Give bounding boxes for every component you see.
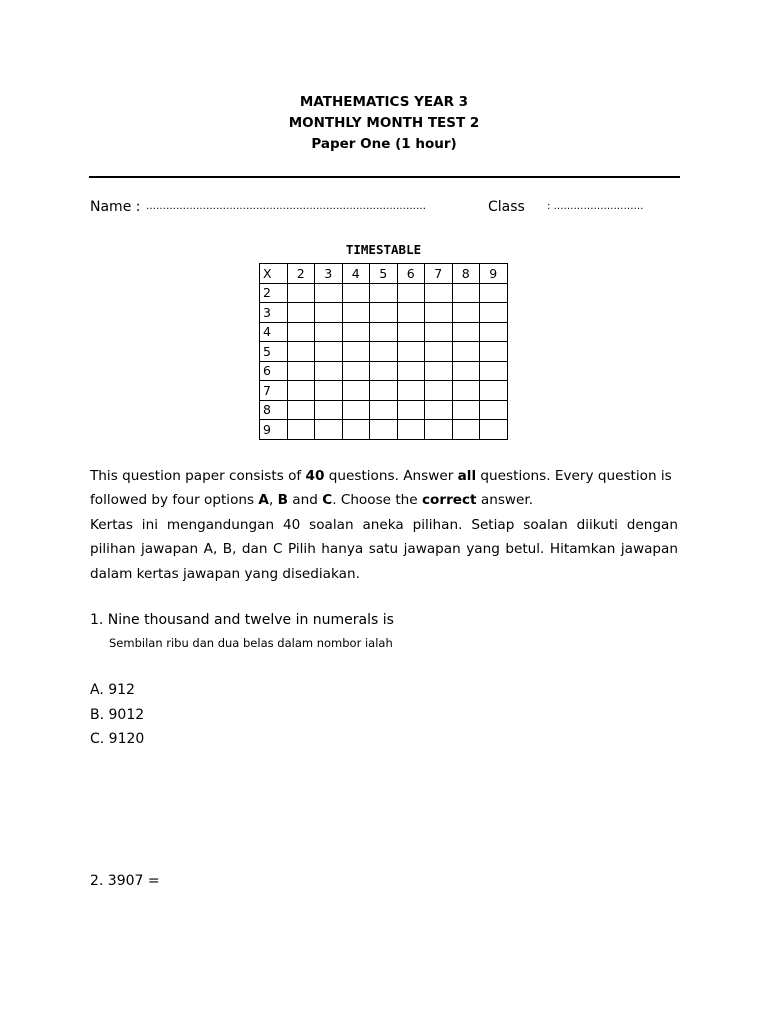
timestable-answer-cell[interactable] bbox=[452, 420, 480, 440]
timestable-answer-cell[interactable] bbox=[425, 303, 453, 323]
timestable-answer-cell[interactable] bbox=[370, 400, 398, 420]
option-b[interactable]: B. 9012 bbox=[90, 706, 145, 723]
timestable-row-header: 7 bbox=[260, 381, 288, 401]
timestable-answer-cell[interactable] bbox=[287, 303, 315, 323]
timestable-row-header: 4 bbox=[260, 322, 288, 342]
timestable-answer-cell[interactable] bbox=[480, 322, 508, 342]
name-field[interactable]: ………………………………………………………………………… bbox=[146, 201, 426, 212]
timestable-answer-cell[interactable] bbox=[370, 342, 398, 362]
timestable-answer-cell[interactable] bbox=[452, 400, 480, 420]
timestable-answer-cell[interactable] bbox=[315, 283, 343, 303]
timestable-answer-cell[interactable] bbox=[287, 283, 315, 303]
timestable-answer-cell[interactable] bbox=[287, 420, 315, 440]
timestable-answer-cell[interactable] bbox=[342, 381, 370, 401]
timestable-answer-cell[interactable] bbox=[370, 322, 398, 342]
timestable-answer-cell[interactable] bbox=[342, 303, 370, 323]
timestable-row-header: 5 bbox=[260, 342, 288, 362]
option-c[interactable]: C. 9120 bbox=[90, 731, 145, 747]
question-1-text: 1. Nine thousand and twelve in numerals is bbox=[90, 612, 394, 628]
timestable-column-header: 7 bbox=[425, 264, 453, 284]
timestable-row-header: 6 bbox=[260, 361, 288, 381]
question-2-text: 2. 3907 = bbox=[90, 873, 160, 889]
timestable-answer-cell[interactable] bbox=[452, 381, 480, 401]
question-1-translation: Sembilan ribu dan dua belas dalam nombor ialah bbox=[109, 636, 393, 650]
timestable-corner: X bbox=[260, 264, 288, 284]
timestable-answer-cell[interactable] bbox=[342, 400, 370, 420]
test-title: MONTHLY MONTH TEST 2 bbox=[288, 115, 480, 131]
timestable-grid bbox=[259, 263, 508, 440]
timestable-row bbox=[260, 361, 508, 381]
class-field[interactable]: : ……………………… bbox=[547, 201, 644, 212]
instructions-english: This question paper consists of 40 questions. Answer all questions. Every question is followed by four options A, B and C. Choose the correct answer. bbox=[90, 468, 672, 509]
timestable-answer-cell[interactable] bbox=[452, 303, 480, 323]
timestable-answer-cell[interactable] bbox=[315, 303, 343, 323]
timestable-column-header: 3 bbox=[315, 264, 343, 284]
timestable-answer-cell[interactable] bbox=[287, 322, 315, 342]
question-1-options bbox=[90, 678, 144, 752]
timestable-answer-cell[interactable] bbox=[342, 283, 370, 303]
timestable-answer-cell[interactable] bbox=[370, 283, 398, 303]
timestable-header-row bbox=[260, 264, 508, 284]
timestable-answer-cell[interactable] bbox=[315, 322, 343, 342]
timestable-answer-cell[interactable] bbox=[342, 342, 370, 362]
timestable-answer-cell[interactable] bbox=[397, 361, 425, 381]
timestable-column-header: 2 bbox=[287, 264, 315, 284]
timestable-answer-cell[interactable] bbox=[425, 381, 453, 401]
subject-title: MATHEMATICS YEAR 3 bbox=[299, 94, 469, 110]
timestable-answer-cell[interactable] bbox=[425, 342, 453, 362]
timestable-answer-cell[interactable] bbox=[397, 303, 425, 323]
timestable-answer-cell[interactable] bbox=[480, 342, 508, 362]
timestable-answer-cell[interactable] bbox=[397, 381, 425, 401]
timestable-column-header: 8 bbox=[452, 264, 480, 284]
timestable-answer-cell[interactable] bbox=[342, 420, 370, 440]
timestable-row-header: 3 bbox=[260, 303, 288, 323]
timestable-answer-cell[interactable] bbox=[315, 400, 343, 420]
timestable-answer-cell[interactable] bbox=[452, 342, 480, 362]
timestable-answer-cell[interactable] bbox=[342, 361, 370, 381]
timestable-row-header: 9 bbox=[260, 420, 288, 440]
timestable-answer-cell[interactable] bbox=[452, 322, 480, 342]
timestable-row bbox=[260, 342, 508, 362]
timestable-column-header: 6 bbox=[397, 264, 425, 284]
timestable-answer-cell[interactable] bbox=[425, 283, 453, 303]
timestable-row bbox=[260, 303, 508, 323]
timestable-row bbox=[260, 322, 508, 342]
header-divider bbox=[89, 176, 680, 178]
paper-duration: Paper One (1 hour) bbox=[311, 136, 457, 152]
timestable-answer-cell[interactable] bbox=[315, 342, 343, 362]
class-label: Class bbox=[488, 199, 525, 215]
timestable-answer-cell[interactable] bbox=[315, 420, 343, 440]
timestable-answer-cell[interactable] bbox=[287, 361, 315, 381]
instructions-block bbox=[90, 464, 678, 586]
timestable-answer-cell[interactable] bbox=[480, 361, 508, 381]
timestable-answer-cell[interactable] bbox=[397, 420, 425, 440]
timestable-answer-cell[interactable] bbox=[370, 303, 398, 323]
timestable-row bbox=[260, 381, 508, 401]
timestable-answer-cell[interactable] bbox=[452, 283, 480, 303]
timestable-answer-cell[interactable] bbox=[397, 322, 425, 342]
timestable-answer-cell[interactable] bbox=[480, 303, 508, 323]
timestable-answer-cell[interactable] bbox=[370, 381, 398, 401]
timestable-answer-cell[interactable] bbox=[370, 420, 398, 440]
timestable-row-header: 8 bbox=[260, 400, 288, 420]
timestable-column-header: 5 bbox=[370, 264, 398, 284]
timestable-answer-cell[interactable] bbox=[287, 342, 315, 362]
name-label: Name : bbox=[90, 199, 141, 215]
timestable-answer-cell[interactable] bbox=[397, 342, 425, 362]
option-a[interactable]: A. 912 bbox=[90, 682, 135, 698]
timestable-row bbox=[260, 283, 508, 303]
timestable-answer-cell[interactable] bbox=[480, 420, 508, 440]
timestable-answer-cell[interactable] bbox=[425, 361, 453, 381]
timestable-answer-cell[interactable] bbox=[315, 361, 343, 381]
timestable-answer-cell[interactable] bbox=[287, 400, 315, 420]
timestable-answer-cell[interactable] bbox=[425, 420, 453, 440]
timestable-title: TIMESTABLE bbox=[345, 242, 422, 257]
timestable-answer-cell[interactable] bbox=[480, 381, 508, 401]
timestable-row bbox=[260, 400, 508, 420]
instructions-malay: Kertas ini mengandungan 40 soalan aneka pilihan. Setiap soalan diikuti dengan pilihan jawapan A, B, dan C Pilih hanya satu jawapan yang betul. Hitamkan jawapan dalam kertas jawapan yang disediakan. bbox=[90, 516, 678, 582]
timestable-answer-cell[interactable] bbox=[287, 381, 315, 401]
timestable-column-header: 9 bbox=[480, 264, 508, 284]
timestable-answer-cell[interactable] bbox=[315, 381, 343, 401]
paper-header bbox=[0, 92, 768, 155]
timestable-column-header: 4 bbox=[342, 264, 370, 284]
timestable-answer-cell[interactable] bbox=[452, 361, 480, 381]
timestable-answer-cell[interactable] bbox=[425, 400, 453, 420]
student-info-row bbox=[90, 199, 690, 221]
timestable-answer-cell[interactable] bbox=[480, 283, 508, 303]
timestable-answer-cell[interactable] bbox=[342, 322, 370, 342]
timestable-answer-cell[interactable] bbox=[397, 400, 425, 420]
timestable-answer-cell[interactable] bbox=[370, 361, 398, 381]
timestable-answer-cell[interactable] bbox=[425, 322, 453, 342]
timestable-answer-cell[interactable] bbox=[480, 400, 508, 420]
timestable-answer-cell[interactable] bbox=[397, 283, 425, 303]
timestable-row bbox=[260, 420, 508, 440]
timestable-row-header: 2 bbox=[260, 283, 288, 303]
